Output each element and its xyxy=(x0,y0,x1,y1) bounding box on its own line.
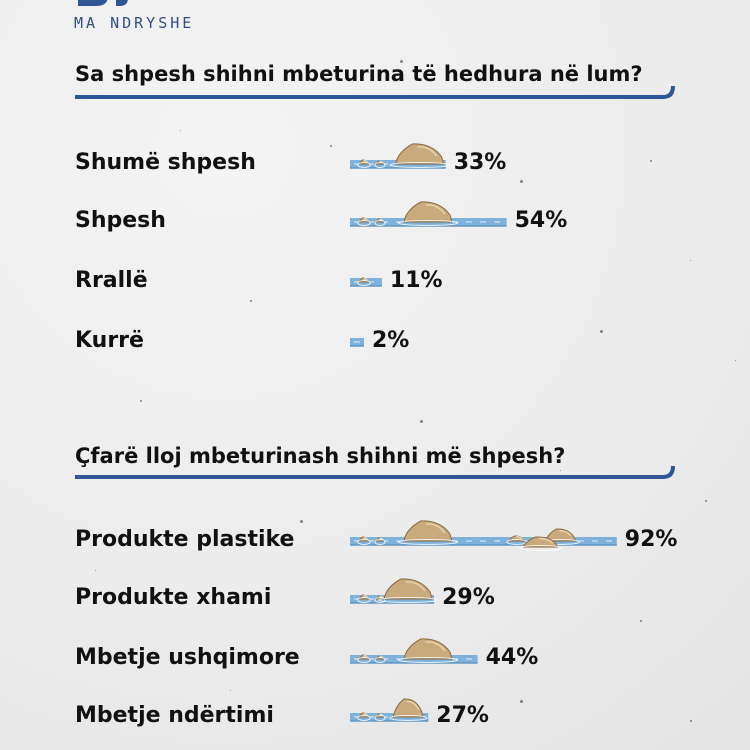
chart-title: Sa shpesh shihni mbeturina të hedhura në lum? xyxy=(75,62,643,86)
value-label: 29% xyxy=(442,585,495,610)
rock-icon xyxy=(398,202,458,226)
category-label: Kurrë xyxy=(75,328,144,353)
category-label: Shpesh xyxy=(75,208,166,233)
value-label: 33% xyxy=(453,150,507,175)
bar xyxy=(350,254,382,294)
bar xyxy=(350,194,507,234)
value-label: 11% xyxy=(389,268,443,293)
rock-icon xyxy=(398,639,458,663)
value-label: 92% xyxy=(624,527,678,552)
logo-text: MA NDRYSHE xyxy=(74,14,195,32)
value-label: 54% xyxy=(514,208,568,233)
category-label: Rrallë xyxy=(75,268,148,293)
value-label: 2% xyxy=(372,328,410,353)
bar xyxy=(350,314,364,354)
bar xyxy=(350,513,617,553)
rock-icon xyxy=(378,579,438,603)
rock-icon xyxy=(398,521,458,545)
bar xyxy=(350,571,434,611)
bar xyxy=(350,689,428,729)
value-label: 44% xyxy=(485,645,539,670)
category-label: Produkte plastike xyxy=(75,527,295,552)
bar xyxy=(350,631,478,671)
value-label: 27% xyxy=(436,703,489,728)
title-underline xyxy=(75,86,675,108)
category-label: Produkte xhami xyxy=(75,585,272,610)
category-label: Shumë shpesh xyxy=(75,150,256,175)
title-underline xyxy=(75,466,675,488)
logo-icon xyxy=(76,0,146,10)
category-label: Mbetje ushqimore xyxy=(75,645,300,670)
bar xyxy=(350,136,446,176)
chart-title: Çfarë lloj mbeturinash shihni më shpesh? xyxy=(75,444,566,468)
rock-icon xyxy=(390,144,450,168)
rock-icon xyxy=(390,699,427,721)
category-label: Mbetje ndërtimi xyxy=(75,703,274,728)
